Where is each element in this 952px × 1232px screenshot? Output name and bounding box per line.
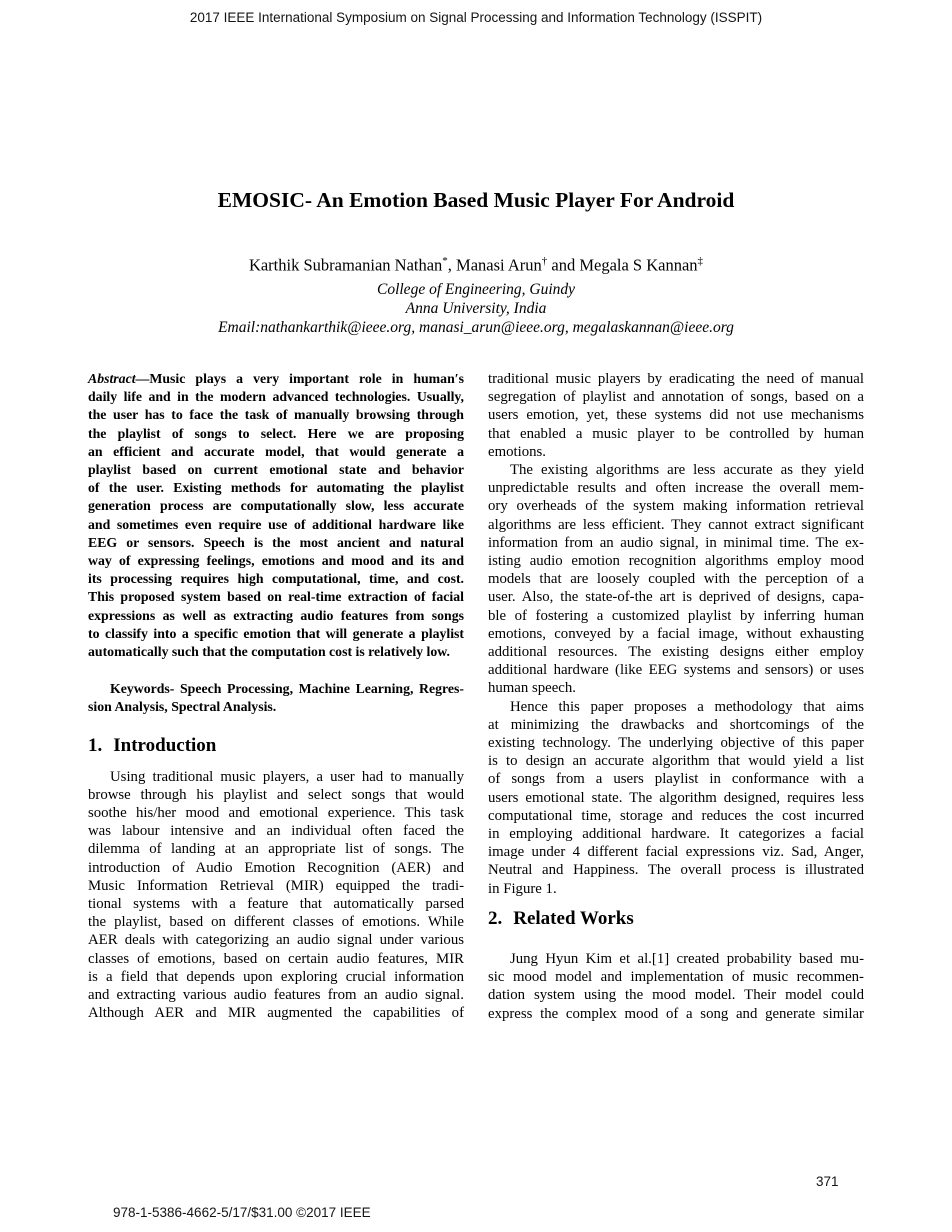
- text-line: of songs from a users playlist in conformance with a: [488, 771, 864, 788]
- text-line: isting audio emotion recognition algorithms employ mood: [488, 553, 864, 570]
- text-line: Neutral and Happiness. The overall process is illustrated: [488, 862, 864, 879]
- text-line: users emotional state. The algorithm designed, requires less: [488, 789, 864, 806]
- author-name: and Megala S Kannan: [547, 255, 698, 275]
- text-line: The existing algorithms are less accurate as they yield: [510, 462, 864, 479]
- two-column-body: [88, 370, 864, 1023]
- author-affiliation-mark: †: [541, 255, 548, 267]
- text-line: daily life and in the modern advanced technologies. Usually,: [88, 389, 464, 405]
- text-line: way of expressing feelings, emotions and mood and its and: [88, 553, 464, 569]
- text-line: introduction of Audio Emotion Recognition (AER) and: [88, 859, 464, 876]
- author-name: Karthik Subramanian Nathan: [248, 255, 443, 275]
- text-line: Jung Hyun Kim et al.[1] created probability based mu-: [510, 950, 864, 967]
- text-line: human speech.: [488, 680, 576, 697]
- right-paragraph-2: [488, 461, 864, 698]
- author-affiliation-mark: *: [442, 255, 448, 267]
- text-line: sion Analysis, Spectral Analysis.: [88, 699, 277, 715]
- related-works-paragraph: [488, 950, 864, 1023]
- affiliation-line-2: Anna University, India: [405, 300, 547, 318]
- text-line: algorithms are less efficient. They cannot extract significant: [488, 516, 864, 533]
- keywords: [88, 680, 464, 716]
- running-head: 2017 IEEE International Symposium on Signal Processing and Information Technology (ISSPIT): [189, 10, 763, 25]
- text-line: information from an audio signal, in minimal time. The ex-: [488, 534, 864, 551]
- text-line: This proposed system based on real-time extraction of facial: [88, 589, 464, 605]
- text-line: is a field that depends upon exploring crucial information: [88, 968, 464, 985]
- text-line: the user has to face the task of manually browsing through: [88, 407, 464, 423]
- right-paragraph-1: [488, 370, 864, 461]
- text-line: that enabled a music player to be controlled by human: [488, 425, 864, 442]
- text-line: is to design an accurate algorithm that would yield a list: [488, 753, 864, 770]
- text-line: classes of emotions, based on certain audio features, MIR: [88, 950, 464, 967]
- text-line: ble of fostering a customized playlist by inferring human: [488, 607, 864, 624]
- text-line: computational time, storage and reduces the cost incurred: [488, 807, 864, 824]
- text-line: of the user. Existing methods for automating the playlist: [88, 480, 464, 496]
- text-line: and sometimes even require use of additional hardware like: [88, 516, 464, 532]
- abstract-first-line-text: —Music plays a very important role in human′s: [135, 371, 464, 386]
- section-number: 1.: [88, 734, 103, 756]
- text-line: its processing requires high computational, time, and cost.: [88, 571, 464, 587]
- text-line: expressions as well as extracting audio features from songs: [88, 607, 464, 623]
- text-line: browse through his playlist and select songs that would: [88, 786, 464, 803]
- text-line: users emotion, yet, these systems did not use mechanisms: [488, 407, 864, 424]
- text-line: soothe his/her mood and emotional experience. This task: [88, 805, 464, 822]
- text-line: AER deals with categorizing an audio signal under various: [88, 932, 464, 949]
- text-line: to classify into a specific emotion that will generate a playlist: [88, 625, 464, 641]
- text-line: ory overheads of the system making information retrieval: [488, 498, 864, 515]
- text-line: additional resources. The existing designs either employ: [488, 644, 864, 661]
- text-line: emotions, conveyed by a facial image, without exhausting: [488, 625, 864, 642]
- text-line: existing technology. The underlying objective of this paper: [488, 735, 864, 752]
- text-line: Keywords- Speech Processing, Machine Learning, Regres-: [110, 681, 464, 697]
- section-number: 2.: [488, 907, 503, 929]
- text-line: additional hardware (like EEG systems and sensors) or uses: [488, 662, 864, 679]
- text-line: dilemma of landing at an appropriate list of songs. The: [88, 841, 464, 858]
- author-names: [0, 252, 952, 275]
- text-line: and extracting various audio features from an audio signal.: [88, 987, 464, 1004]
- text-line: at minimizing the drawbacks and shortcomings of the: [488, 716, 864, 733]
- left-column: [88, 370, 464, 1023]
- text-line: an efficient and accurate model, that would generate a: [88, 443, 464, 459]
- text-line: image under 4 different facial expressions viz. Sad, Anger,: [488, 844, 864, 861]
- right-column: [488, 370, 864, 1023]
- copyright-notice: 978-1-5386-4662-5/17/$31.00 ©2017 IEEE: [113, 1205, 371, 1220]
- section-title: Introduction: [113, 734, 217, 756]
- abstract-lines: [88, 388, 464, 661]
- text-line: dation system using the mood model. Their model could: [488, 987, 864, 1004]
- text-line: express the complex mood of a song and generate similar: [488, 1005, 864, 1022]
- text-line: segregation of playlist and annotation of songs, based on a: [488, 389, 864, 406]
- abstract-first-line: [88, 370, 464, 388]
- text-line: EEG or sensors. Speech is the most ancient and natural: [88, 534, 464, 550]
- text-line: Although AER and MIR augmented the capabilities of: [88, 1005, 464, 1022]
- text-line: the playlist, based on different classes of emotions. While: [88, 914, 464, 931]
- section-title: Related Works: [513, 907, 634, 929]
- abstract: [88, 370, 464, 661]
- text-line: was labour intensive and an individual often faced the: [88, 823, 464, 840]
- introduction-paragraph: [88, 768, 464, 1023]
- page-number: 371: [816, 1174, 839, 1189]
- text-line: user. Also, the state-of-the art is deprived of designs, capa-: [488, 589, 864, 606]
- author-email-line: Email:nathankarthik@ieee.org, manasi_arun@ieee.org, megalaskannan@ieee.org: [218, 318, 734, 336]
- text-line: generation process are computationally slow, less accurate: [88, 498, 464, 514]
- text-line: playlist based on current emotional state and behavior: [88, 462, 464, 478]
- text-line: Music Information Retrieval (MIR) equipped the tradi-: [88, 877, 464, 894]
- text-line: in Figure 1.: [488, 880, 557, 897]
- text-line: models that are loosely coupled with the perception of a: [488, 571, 864, 588]
- text-line: tional systems with a feature that automatically parsed: [88, 896, 464, 913]
- author-affiliation-mark: ‡: [697, 255, 704, 267]
- affiliation-line-1: College of Engineering, Guindy: [376, 281, 576, 299]
- text-line: automatically such that the computation cost is relatively low.: [88, 644, 450, 660]
- section-heading-introduction: [88, 735, 464, 757]
- text-line: the playlist of songs to select. Here we are proposing: [88, 425, 464, 441]
- text-line: Using traditional music players, a user had to manually: [110, 768, 464, 785]
- right-paragraph-3: [488, 698, 864, 898]
- section-heading-related-works: [488, 908, 864, 930]
- text-line: unpredictable results and often increase the overall mem-: [488, 480, 864, 497]
- text-line: Hence this paper proposes a methodology that aims: [510, 698, 864, 715]
- text-line: in employing additional hardware. It categorizes a facial: [488, 826, 864, 843]
- abstract-label: Abstract: [88, 371, 136, 386]
- text-line: sic mood model and implementation of music recommen-: [488, 969, 864, 986]
- author-block: [0, 252, 952, 338]
- text-line: emotions.: [488, 443, 546, 460]
- text-line: traditional music players by eradicating the need of manual: [488, 371, 864, 387]
- paper-title: EMOSIC- An Emotion Based Music Player For Android: [217, 188, 735, 212]
- author-name: , Manasi Arun: [447, 255, 542, 275]
